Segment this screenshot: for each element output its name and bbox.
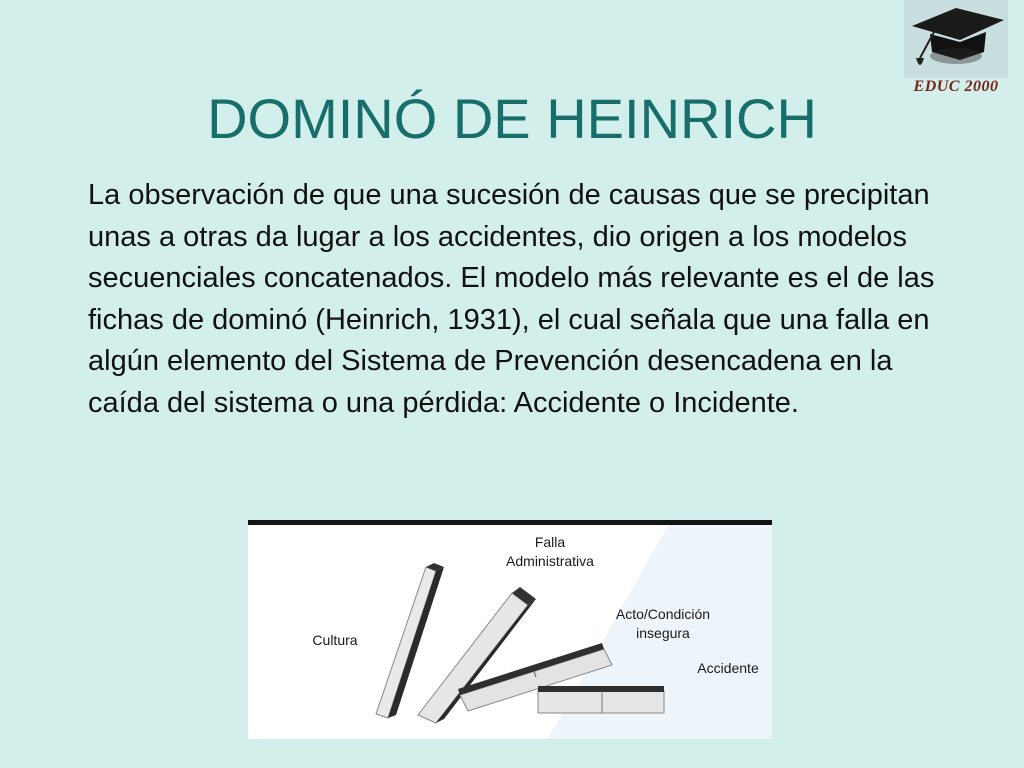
graduation-cap-icon xyxy=(904,0,1008,78)
body-paragraph: La observación de que una sucesión de causas que se precipitan unas a otras da lugar a los accidentes, dio origen a los modelos secuenciales concatenados. El modelo más relevante es el de las fichas de dominó (Heinrich, 1931), el cual señala que una falla en algún elemento del Sistema de Prevención desencadena en la caída del sistema o una pérdida: Accidente o Incidente. xyxy=(88,179,935,419)
slide-title: DOMINÓ DE HEINRICH xyxy=(207,87,817,150)
label-falla-line1: Falla xyxy=(534,534,566,550)
label-falla-line2: Administrativa xyxy=(506,553,594,569)
label-acto xyxy=(598,605,728,643)
domino-figure xyxy=(248,520,772,739)
label-acto-line2: insegura xyxy=(636,625,690,641)
logo xyxy=(900,0,1012,100)
label-accidente: Accidente xyxy=(697,660,759,676)
logo-text: EDUC 2000 xyxy=(913,78,999,95)
label-cultura: Cultura xyxy=(312,632,358,648)
label-acto-line1: Acto/Condición xyxy=(615,606,711,622)
domino-4 xyxy=(538,686,664,713)
label-falla xyxy=(480,533,620,571)
